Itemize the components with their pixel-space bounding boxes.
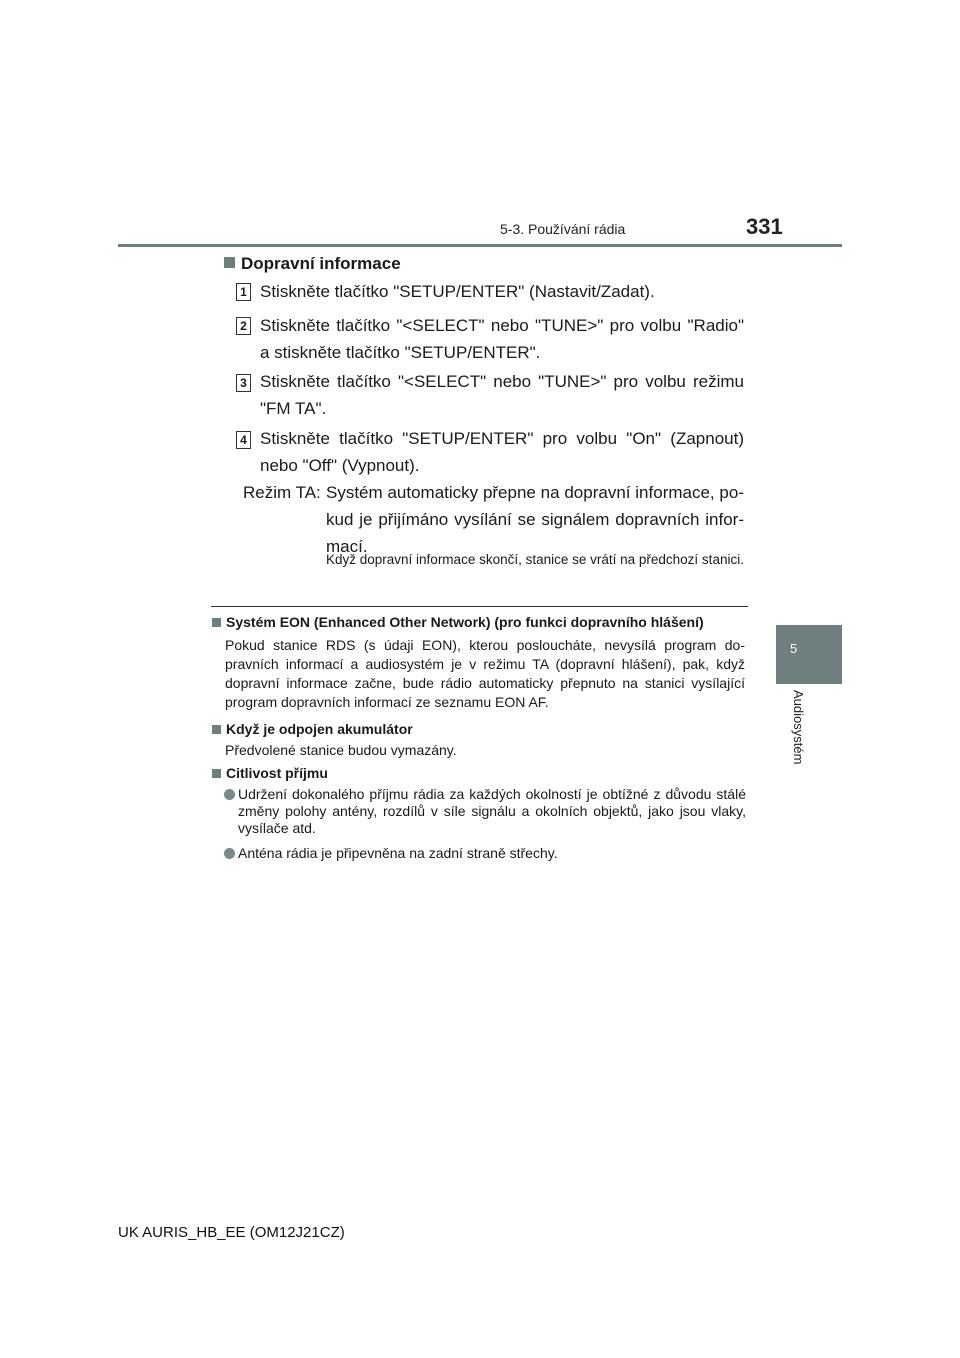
step-badge-4: 4 [236,431,251,449]
note-square-icon [212,725,221,734]
ta-mode-note: Když dopravní informace skončí, stanice se vrátí na předchozí stanici. [326,552,744,567]
main-heading-text: Dopravní informace [241,254,401,273]
note-heading-eon-text: Systém EON (Enhanced Other Network) (pro funkci dopravního hlášení) [226,614,704,630]
section-divider [211,606,748,607]
note-square-icon [212,769,221,778]
step-badge-1: 1 [236,283,251,301]
note-heading-battery [212,721,413,737]
step-badge-3: 3 [236,374,251,392]
note-square-icon [212,618,221,627]
bullet-dot-icon [224,789,235,800]
chapter-number: 5 [790,641,798,656]
bullet-text-1: Udržení dokonalého příjmu rádia za každých okolností je obtížné z důvodu stálé změny polohy antény, rozdílů v síle signálu a okolních objektů, jako jsou vlaky, vysílače atd. [238,786,746,836]
chapter-tab [776,625,842,684]
footer-model-code: UK AURIS_HB_EE (OM12J21CZ) [118,1224,345,1241]
step-text-2: Stiskněte tlačítko "<SELECT" nebo "TUNE>" pro volbu "Radio" a stiskněte tlačítko "SETUP/ENTER". [260,316,744,362]
section-title: 5-3. Používání rádia [500,221,626,237]
bullet-dot-icon [224,848,235,859]
note-heading-sensitivity [212,765,328,781]
note-heading-eon [212,614,704,630]
ta-mode-label: Režim TA: [243,483,321,502]
step-text-1: Stiskněte tlačítko "SETUP/ENTER" (Nastavit/Zadat). [260,282,655,301]
heading-square-icon [224,257,235,268]
note-body-eon: Pokud stanice RDS (s údaji EON), kterou posloucháte, nevysílá program do-pravních informací a audiosystém je v režimu TA (dopravní hlášení), pak, když dopravní informace začne, bude rádio automaticky přepnuto na stanici vysílající program dopravních informací ze seznamu EON AF. [225,637,745,710]
note-heading-sensitivity-text: Citlivost příjmu [226,765,328,781]
chapter-title: Audiosystém [791,690,806,765]
main-heading [224,254,401,274]
step-text-4: Stiskněte tlačítko "SETUP/ENTER" pro volbu "On" (Zapnout) nebo "Off" (Vypnout). [260,429,744,475]
page-number: 331 [746,214,783,239]
step-text-3: Stiskněte tlačítko "<SELECT" nebo "TUNE>" pro volbu režimu "FM TA". [260,372,744,418]
header-divider [118,244,842,247]
ta-mode-text: Systém automaticky přepne na dopravní informace, po-kud je přijímáno vysílání se signálem dopravních infor-mací. [326,483,744,556]
note-heading-battery-text: Když je odpojen akumulátor [226,721,413,737]
note-body-battery: Předvolené stanice budou vymazány. [225,742,457,758]
step-badge-2: 2 [236,317,251,335]
bullet-text-2: Anténa rádia je připevněna na zadní straně střechy. [238,845,558,861]
